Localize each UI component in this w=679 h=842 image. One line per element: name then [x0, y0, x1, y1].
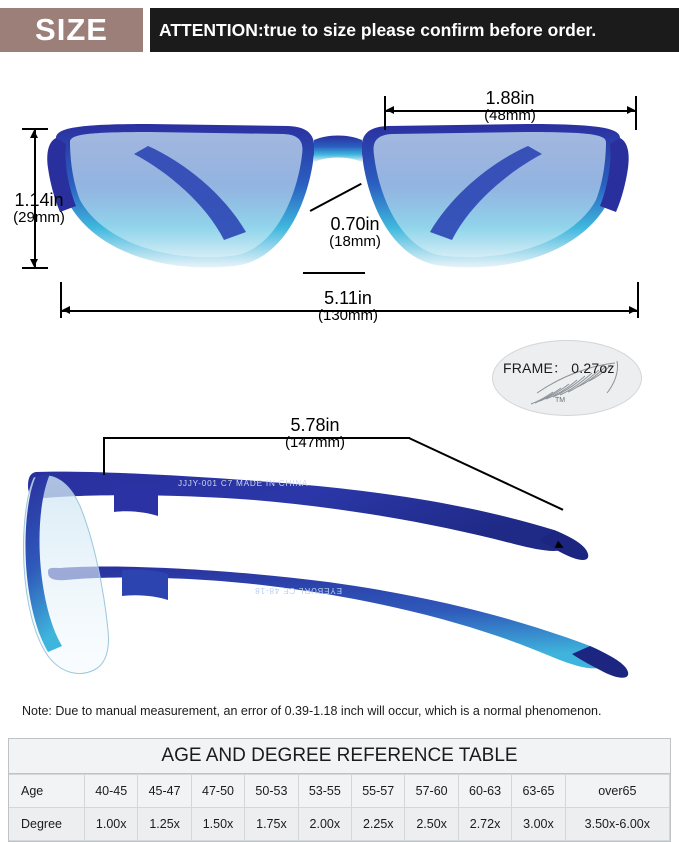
- age-cell-8: 60-63: [458, 775, 511, 808]
- frame-width-arrow-left: [62, 306, 70, 314]
- degree-cell-7: 2.50x: [405, 808, 458, 841]
- table-row: [9, 775, 670, 808]
- age-degree-reference-table: [8, 738, 671, 842]
- feather-icon: [493, 341, 641, 415]
- frame-weight-badge: [492, 340, 642, 416]
- bridge-underline: [303, 272, 365, 274]
- temple-length-tick-left: [103, 437, 105, 475]
- temple-length-mm: (147mm): [284, 434, 345, 452]
- age-cell-9: 63-65: [512, 775, 565, 808]
- frame-width-inches: 5.11in: [324, 288, 372, 308]
- lens-height-inches: 1.14in: [14, 190, 64, 210]
- header-bar: [0, 0, 679, 58]
- frame-width-tick-right: [637, 282, 639, 318]
- bridge-measurement: [305, 214, 405, 251]
- degree-cell-3: 1.50x: [191, 808, 244, 841]
- age-cell-5: 53-55: [298, 775, 351, 808]
- degree-cell-5: 2.00x: [298, 808, 351, 841]
- lens-height-measurement: [0, 190, 78, 227]
- degree-cell-6: 2.25x: [352, 808, 405, 841]
- age-cell-1: 40-45: [85, 775, 138, 808]
- degree-cell-1: 1.00x: [85, 808, 138, 841]
- degree-cell-4: 1.75x: [245, 808, 298, 841]
- lens-height-arrow-up: [30, 130, 38, 138]
- age-cell-7: 57-60: [405, 775, 458, 808]
- engraving-temple-inner: EYEBURL CE 48-18: [254, 586, 342, 595]
- temple-length-inches: 5.78in: [290, 415, 340, 435]
- temple-length-measurement: [225, 415, 405, 452]
- degree-cell-9: 3.00x: [512, 808, 565, 841]
- lens-width-mm: (48mm): [484, 107, 536, 125]
- lens-width-measurement: [420, 88, 600, 125]
- lens-height-arrow-down: [30, 259, 38, 267]
- trademark-label: TM: [555, 397, 566, 404]
- size-badge: SIZE: [0, 8, 143, 52]
- table-title: AGE AND DEGREE REFERENCE TABLE: [9, 739, 670, 774]
- row-header-age: Age: [9, 775, 85, 808]
- engraving-temple-top: JJJY-001 C7 MADE IN CHINA: [178, 479, 309, 488]
- frame-width-measurement: [258, 288, 438, 325]
- degree-cell-8: 2.72x: [458, 808, 511, 841]
- lens-width-arrow-left: [386, 106, 394, 114]
- measurement-note: Note: Due to manual measurement, an error of 0.39-1.18 inch will occur, which is a normal phenomenon.: [22, 704, 602, 718]
- row-header-degree: Degree: [9, 808, 85, 841]
- age-cell-6: 55-57: [352, 775, 405, 808]
- age-cell-4: 50-53: [245, 775, 298, 808]
- age-cell-10: over65: [565, 775, 669, 808]
- bridge-mm: (18mm): [329, 233, 381, 251]
- table-row: [9, 808, 670, 841]
- lens-height-mm: (29mm): [13, 209, 65, 227]
- frame-width-mm: (130mm): [317, 307, 378, 325]
- lens-width-arrow-right: [627, 106, 635, 114]
- attention-banner: ATTENTION:true to size please confirm before order.: [150, 8, 679, 52]
- degree-cell-10: 3.50x-6.00x: [565, 808, 669, 841]
- lens-height-tick-bottom: [22, 267, 48, 269]
- degree-cell-2: 1.25x: [138, 808, 191, 841]
- frame-width-arrow-right: [629, 306, 637, 314]
- age-cell-3: 47-50: [191, 775, 244, 808]
- lens-width-tick-right: [635, 96, 637, 130]
- bridge-inches: 0.70in: [330, 214, 380, 234]
- glasses-front-view-image: [38, 120, 638, 285]
- lens-width-inches: 1.88in: [485, 88, 535, 108]
- frame-weight-label: FRAME： 0.27oz: [503, 360, 615, 376]
- glasses-side-view-image: [18, 450, 668, 690]
- age-cell-2: 45-47: [138, 775, 191, 808]
- reference-table: [9, 774, 670, 841]
